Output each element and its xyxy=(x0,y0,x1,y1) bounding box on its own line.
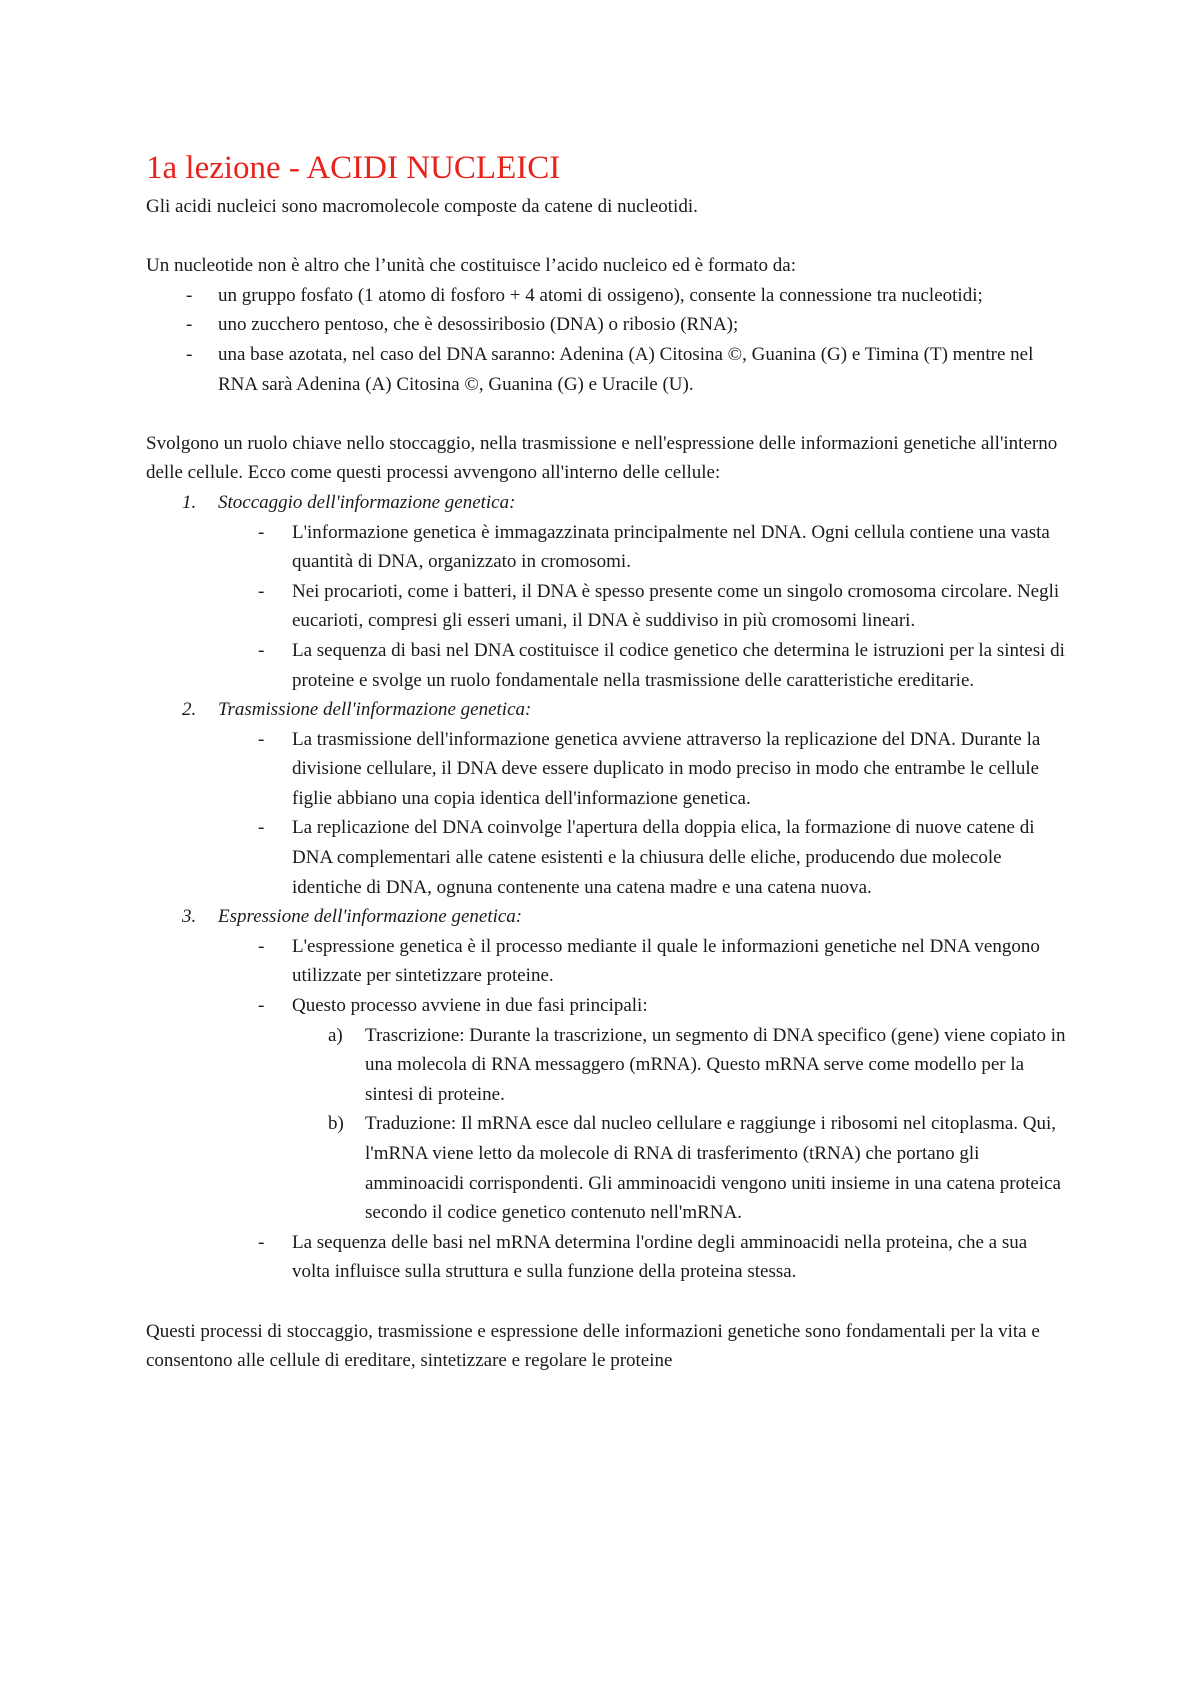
section-transmission xyxy=(146,695,1066,902)
dash-bullet: - xyxy=(258,935,265,957)
dash-bullet: - xyxy=(186,343,193,365)
list-item-text: un gruppo fosfato (1 atomo di fosforo + 4 atomi di ossigeno), consente la connessione tra nucleotidi; xyxy=(218,284,983,306)
list-item xyxy=(146,340,1066,399)
processes-list xyxy=(146,488,1066,1287)
list-item-text: uno zucchero pentoso, che è desossiribosio (DNA) o ribosio (RNA); xyxy=(218,314,739,336)
section-expression xyxy=(146,902,1066,1287)
dash-bullet: - xyxy=(186,314,193,336)
list-item-text: una base azotata, nel caso del DNA saranno: Adenina (A) Citosina ©, Guanina (G) e Timina (T) mentre nel RNA sarà Adenina (A) Citosina ©, Guanina (G) e Uracile (U). xyxy=(218,343,1034,395)
section-number: 2. xyxy=(182,699,197,721)
list-item-text: La replicazione del DNA coinvolge l'apertura della doppia elica, la formazione di nuove catene di DNA complementari alle catene esistenti e la chiusura delle eliche, producendo due molecole identiche di DNA, ognuna contenente una catena madre e una catena nuova. xyxy=(292,817,1035,898)
list-item-text: Questo processo avviene in due fasi principali: xyxy=(292,995,648,1017)
phase-letter: b) xyxy=(328,1113,344,1135)
conclusion-paragraph: Questi processi di stoccaggio, trasmissione e espressione delle informazioni genetiche sono fondamentali per la vita e consentono alle cellule di ereditare, sintetizzare e regolare le proteine xyxy=(146,1320,1040,1372)
phase-text: Trascrizione: Durante la trascrizione, un segmento di DNA specifico (gene) viene copiato in una molecola di RNA messaggero (mRNA). Questo mRNA serve come modello per la sintesi di proteine. xyxy=(365,1024,1066,1105)
phase-item xyxy=(146,1021,1066,1110)
dash-bullet: - xyxy=(258,728,265,750)
phase-text: Traduzione: Il mRNA esce dal nucleo cellulare e raggiunge i ribosomi nel citoplasma. Qui, l'mRNA viene letto da molecole di RNA di trasferimento (tRNA) che portano gli amminoacidi corrispondenti. Gli amminoacidi vengono uniti insieme in una catena proteica secondo il codice genetico contenuto nell'mRNA. xyxy=(365,1113,1061,1224)
intro-paragraph: Gli acidi nucleici sono macromolecole composte da catene di nucleotidi. xyxy=(146,196,698,217)
nucleotide-intro-paragraph: Un nucleotide non è altro che l’unità che costituisce l’acido nucleico ed è formato da: xyxy=(146,255,796,277)
page-title: 1a lezione - ACIDI NUCLEICI xyxy=(146,150,561,186)
section-heading-text: Trasmissione dell'informazione genetica: xyxy=(218,699,532,721)
list-item xyxy=(146,310,1066,340)
phase-letter: a) xyxy=(328,1024,343,1046)
section-heading-text: Stoccaggio dell'informazione genetica: xyxy=(218,491,516,513)
list-item xyxy=(146,577,1066,636)
nucleotide-parts-list xyxy=(146,281,1066,399)
list-item-text: La sequenza di basi nel DNA costituisce il codice genetico che determina le istruzioni per la sintesi di proteine e svolge un ruolo fondamentale nella trasmissione delle caratteristiche ereditarie. xyxy=(292,639,1065,691)
list-item xyxy=(146,636,1066,695)
dash-bullet: - xyxy=(258,580,265,602)
list-item-text: L'informazione genetica è immagazzinata principalmente nel DNA. Ogni cellula contiene una vasta quantità di DNA, organizzato in cromosomi. xyxy=(292,521,1050,573)
document-body xyxy=(146,148,1066,1376)
dash-bullet: - xyxy=(258,817,265,839)
section-heading xyxy=(146,902,1066,932)
list-item-text: L'espressione genetica è il processo mediante il quale le informazioni genetiche nel DNA vengono utilizzate per sintetizzare proteine. xyxy=(292,935,1040,987)
list-item xyxy=(146,281,1066,311)
section-heading xyxy=(146,488,1066,518)
list-item xyxy=(146,991,1066,1021)
section-number: 3. xyxy=(182,906,197,928)
dash-bullet: - xyxy=(258,995,265,1017)
dash-bullet: - xyxy=(258,1231,265,1253)
dash-bullet: - xyxy=(258,639,265,661)
list-item-text: La trasmissione dell'informazione genetica avviene attraverso la replicazione del DNA. Durante la divisione cellulare, il DNA deve essere duplicato in modo preciso in modo che entrambe le cellule figlie abbiano una copia identica dell'informazione genetica. xyxy=(292,728,1041,809)
list-item xyxy=(146,932,1066,991)
section-number: 1. xyxy=(182,491,197,513)
section-heading xyxy=(146,695,1066,725)
list-item xyxy=(146,1228,1066,1287)
section-heading-text: Espressione dell'informazione genetica: xyxy=(218,906,523,928)
roles-intro-paragraph: Svolgono un ruolo chiave nello stoccaggio, nella trasmissione e nell'espressione delle informazioni genetiche all'interno delle cellule. Ecco come questi processi avvengono all'interno delle cellule: xyxy=(146,432,1058,484)
list-item-text: Nei procarioti, come i batteri, il DNA è spesso presente come un singolo cromosoma circolare. Negli eucarioti, compresi gli esseri umani, il DNA è suddiviso in più cromosomi lineari. xyxy=(292,580,1060,632)
phase-item xyxy=(146,1109,1066,1227)
section-storage xyxy=(146,488,1066,695)
list-item xyxy=(146,725,1066,814)
dash-bullet: - xyxy=(186,284,193,306)
dash-bullet: - xyxy=(258,521,265,543)
list-item xyxy=(146,518,1066,577)
list-item xyxy=(146,813,1066,902)
list-item-text: La sequenza delle basi nel mRNA determina l'ordine degli amminoacidi nella proteina, che a sua volta influisce sulla struttura e sulla funzione della proteina stessa. xyxy=(292,1231,1028,1283)
